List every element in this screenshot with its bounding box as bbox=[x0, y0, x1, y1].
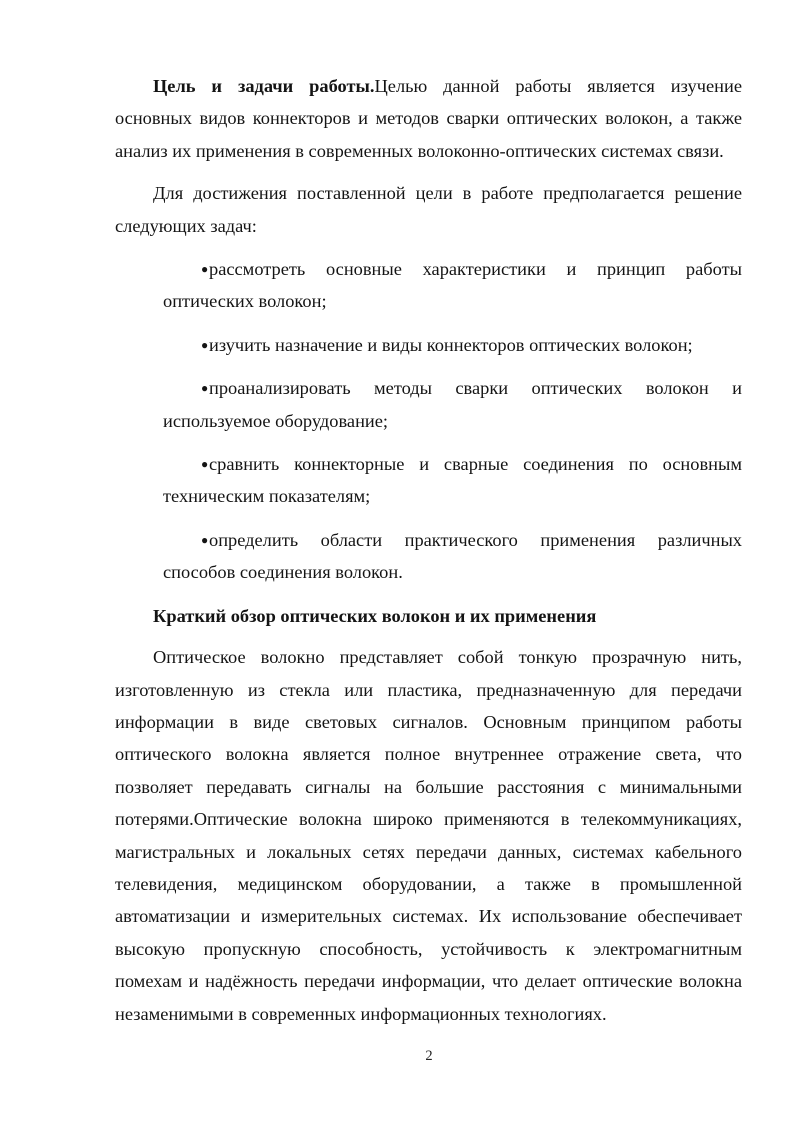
bullet-icon: ● bbox=[201, 381, 209, 396]
intro-paragraph bbox=[115, 70, 742, 167]
list-item bbox=[163, 372, 742, 437]
intro-text: Целью данной работы является изучение основных видов коннекторов и методов сварки оптических волокон, а также анализ их применения в современных волоконно-оптических системах связи. bbox=[115, 76, 742, 161]
list-item-text: определить области практического применения различных способов соединения волокон. bbox=[163, 529, 742, 583]
page-number: 2 bbox=[425, 1048, 433, 1064]
tasks-list bbox=[115, 253, 742, 589]
list-item-text: сравнить коннекторные и сварные соединения по основным техническим показателям; bbox=[163, 454, 742, 507]
tasks-intro-paragraph: Для достижения поставленной цели в работе предполагается решение следующих задач: bbox=[115, 183, 742, 236]
list-item bbox=[163, 524, 742, 589]
intro-lead: Цель и задачи работы. bbox=[153, 76, 375, 96]
bullet-icon: ● bbox=[201, 532, 209, 547]
list-item-text: изучить назначение и виды коннекторов оптических волокон; bbox=[209, 334, 693, 355]
list-item-text: проанализировать методы сварки оптических волокон и используемое оборудование; bbox=[163, 378, 742, 431]
list-item bbox=[163, 448, 742, 513]
section-heading: Краткий обзор оптических волокон и их применения bbox=[153, 605, 597, 626]
list-item bbox=[163, 329, 742, 361]
bullet-icon: ● bbox=[201, 457, 209, 472]
bullet-icon: ● bbox=[201, 262, 209, 277]
section-paragraph: Оптическое волокно представляет собой тонкую прозрачную нить, изготовленную из стекла или пластика, предназначенную для передачи информации в виде световых сигналов. Основным принципом работы оптического волокна является полное внутреннее отражение света, что позволяет передавать сигналы на большие расстояния с минимальными потерями.Оптические волокна широко применяются в телекоммуникациях, магистральных и локальных сетях передачи данных, системах кабельного телевидения, медицинском оборудовании, а также в промышленной автоматизации и измерительных системах. Их использование обеспечивает высокую пропускную способность, устойчивость к электромагнитным помехам и надёжность передачи информации, что делает оптические волокна незаменимыми в современных информационных технологиях. bbox=[115, 647, 742, 1024]
list-item bbox=[163, 253, 742, 318]
bullet-icon: ● bbox=[201, 337, 209, 352]
list-item-text: рассмотреть основные характеристики и принцип работы оптических волокон; bbox=[163, 259, 742, 312]
document-page bbox=[115, 70, 742, 1030]
